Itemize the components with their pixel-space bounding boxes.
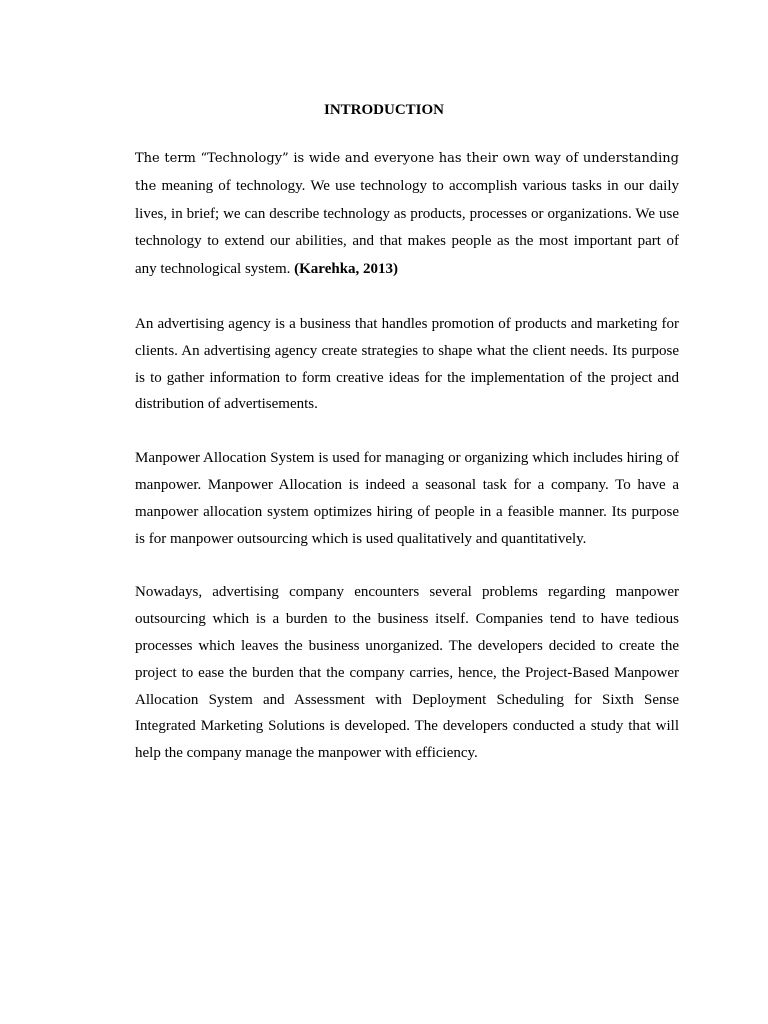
paragraph-advertising-agency: An advertising agency is a business that handles promotion of products and marketing for clients. An advertising agency create strategies to shape what the client needs. Its purpose is to gather information to form creative ideas for the implementation of the project and distribution of advertisements. [135,315,679,413]
paragraph-problem-statement: Nowadays, advertising company encounters several problems regarding manpower outsourcing which is a burden to the business itself. Companies tend to have tedious processes which leaves the business unorganized. The developers decided to create the project to ease the burden that the company carries, hence, the Project-Based Manpower Allocation System and Assessment with Deployment Scheduling for Sixth Sense Integrated Marketing Solutions is developed. The developers conducted a study that will help the company manage the manpower with efficiency. [135,584,679,762]
paragraph-technology [135,146,679,284]
citation: (Karehka, 2013) [294,261,399,278]
paragraph-manpower-allocation: Manpower Allocation System is used for managing or organizing which includes hiring of manpower. Manpower Allocation is indeed a seasonal task for a company. To have a manpower allocation system optimizes hiring of people in a feasible manner. Its purpose is for manpower outsourcing which is used qualitatively and quantitatively. [135,450,679,547]
document-body [135,146,679,794]
paragraph-technology-lead: The term “Technology” is wide and everyone has their own way of understanding the [135,151,679,194]
paragraph-technology-text: meaning of technology. We use technology to accomplish various tasks in our daily lives, in brief; we can describe technology as products, processes or organizations. We use technology to extend our abilities, and that makes people as the most important part of any technological system. [135,177,679,278]
page-title: INTRODUCTION [323,102,444,118]
